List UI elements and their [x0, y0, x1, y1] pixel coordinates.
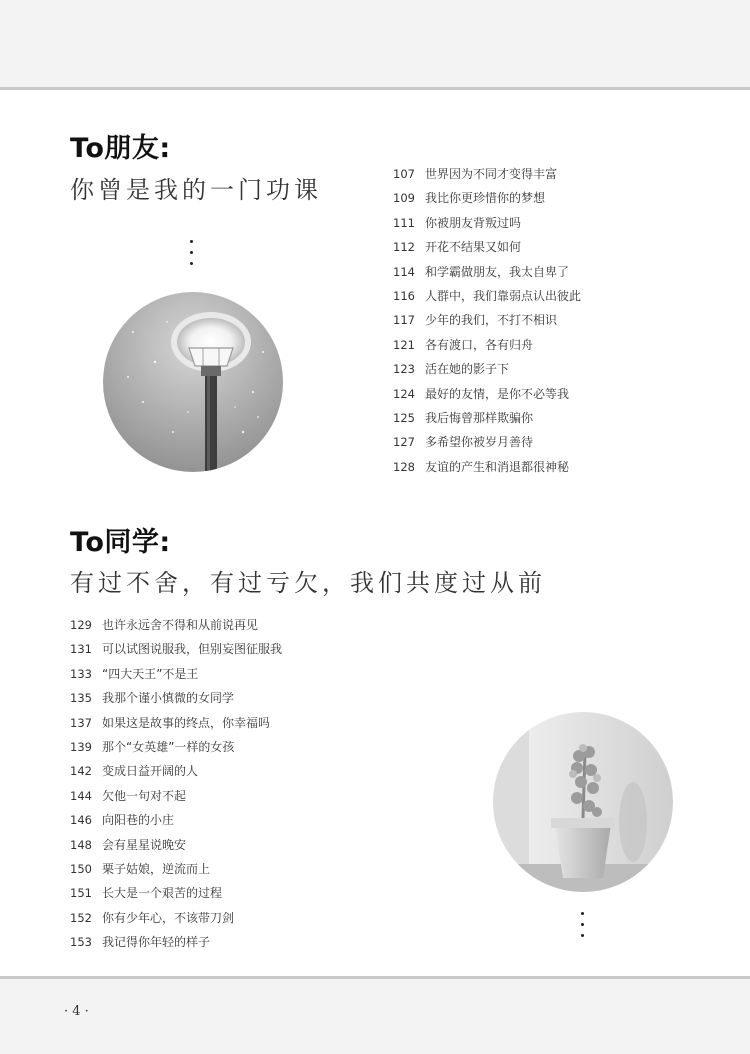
toc-entry	[393, 211, 581, 235]
toc-page-number: 151	[70, 886, 92, 901]
section2-ellipsis	[580, 912, 586, 945]
street-lamp-photo	[103, 292, 283, 472]
section1-ellipsis	[189, 240, 195, 273]
toc-title: 我那个谨小慎微的女同学	[102, 691, 235, 706]
toc-page-number: 125	[393, 410, 415, 425]
toc-entry	[70, 711, 282, 735]
toc-entry	[70, 637, 282, 661]
section2-toc	[70, 613, 282, 954]
toc-entry	[70, 857, 282, 881]
top-rule	[0, 87, 750, 90]
toc-entry	[70, 686, 282, 710]
toc-title: 长大是一个艰苦的过程	[102, 886, 223, 901]
potted-succulent-photo	[493, 712, 673, 892]
toc-page-number: 112	[393, 240, 415, 255]
toc-entry	[393, 430, 581, 454]
toc-page-number: 135	[70, 691, 92, 706]
toc-page-number: 131	[70, 642, 92, 657]
toc-page-number: 133	[70, 666, 92, 681]
toc-page-number: 150	[70, 861, 92, 876]
section2-subtitle: 有过不舍，有过亏欠，我们共度过从前	[70, 569, 546, 597]
toc-title: 活在她的影子下	[425, 362, 510, 377]
toc-title: 人群中，我们靠弱点认出彼此	[425, 288, 582, 303]
toc-page-number: 121	[393, 337, 415, 352]
toc-entry	[70, 808, 282, 832]
toc-entry	[393, 333, 581, 357]
toc-page-number: 137	[70, 715, 92, 730]
toc-page-number: 146	[70, 813, 92, 828]
toc-page-number: 139	[70, 739, 92, 754]
toc-title: 你有少年心，不该带刀剑	[102, 910, 235, 925]
toc-title: 也许永远舍不得和从前说再见	[102, 618, 259, 632]
toc-title: “四大天王”不是王	[102, 666, 199, 681]
toc-title: 我后悔曾那样欺骗你	[425, 410, 534, 425]
toc-entry	[393, 235, 581, 259]
toc-title: 少年的我们，不打不相识	[425, 313, 558, 328]
toc-title: 开花不结果又如何	[425, 240, 522, 255]
toc-title: 各有渡口，各有归舟	[425, 337, 534, 352]
toc-title: 会有星星说晚安	[102, 837, 187, 852]
toc-entry	[70, 662, 282, 686]
toc-entry	[393, 162, 581, 186]
top-band	[0, 0, 750, 87]
toc-page-number: 109	[393, 191, 415, 206]
toc-entry	[393, 382, 581, 406]
toc-title: 向阳巷的小庄	[102, 813, 175, 828]
toc-title: 友谊的产生和消退都很神秘	[425, 459, 570, 474]
toc-entry	[70, 613, 282, 637]
toc-entry	[70, 881, 282, 905]
toc-title: 我记得你年轻的样子	[102, 935, 211, 950]
toc-page-number: 128	[393, 459, 415, 474]
toc-title: 我比你更珍惜你的梦想	[425, 191, 546, 206]
toc-entry	[393, 186, 581, 210]
toc-entry	[70, 833, 282, 857]
page-number: · 4 ·	[64, 1004, 89, 1019]
toc-title: 可以试图说服我，但别妄图征服我	[102, 642, 283, 657]
toc-title: 和学霸做朋友，我太自卑了	[425, 264, 570, 279]
toc-page-number: 116	[393, 288, 415, 303]
toc-title: 多希望你被岁月善待	[425, 435, 534, 450]
toc-title: 最好的友情，是你不必等我	[425, 386, 570, 401]
toc-title: 那个“女英雄”一样的女孩	[102, 739, 235, 754]
toc-page-number: 153	[70, 935, 92, 950]
toc-entry	[70, 906, 282, 930]
toc-page-number: 129	[70, 618, 92, 632]
toc-page-number: 142	[70, 764, 92, 779]
toc-page-number: 148	[70, 837, 92, 852]
toc-entry	[393, 406, 581, 430]
toc-entry	[393, 455, 581, 479]
toc-title: 欠他一句对不起	[102, 788, 187, 803]
section1-toc	[393, 162, 581, 479]
toc-page-number: 127	[393, 435, 415, 450]
toc-page-number: 117	[393, 313, 415, 328]
toc-page-number: 107	[393, 167, 415, 181]
toc-title: 栗子姑娘，逆流而上	[102, 861, 211, 876]
bottom-band	[0, 979, 750, 1054]
toc-page-number: 114	[393, 264, 415, 279]
section2-heading: To同学:	[70, 527, 171, 558]
toc-title: 如果这是故事的终点，你幸福吗	[102, 715, 271, 730]
toc-entry	[70, 784, 282, 808]
section1-heading: To朋友:	[70, 133, 171, 164]
toc-page-number: 111	[393, 215, 415, 230]
toc-entry	[393, 308, 581, 332]
toc-entry	[70, 930, 282, 954]
toc-entry	[70, 735, 282, 759]
toc-entry	[393, 357, 581, 381]
toc-page-number: 123	[393, 362, 415, 377]
toc-page-number: 124	[393, 386, 415, 401]
toc-title: 你被朋友背叛过吗	[425, 215, 522, 230]
toc-page-number: 152	[70, 910, 92, 925]
section1-subtitle: 你曾是我的一门功课	[70, 176, 322, 204]
toc-page-number: 144	[70, 788, 92, 803]
toc-title: 世界因为不同才变得丰富	[425, 167, 558, 181]
toc-entry	[393, 260, 581, 284]
toc-entry	[70, 759, 282, 783]
toc-entry	[393, 284, 581, 308]
toc-title: 变成日益开阔的人	[102, 764, 199, 779]
